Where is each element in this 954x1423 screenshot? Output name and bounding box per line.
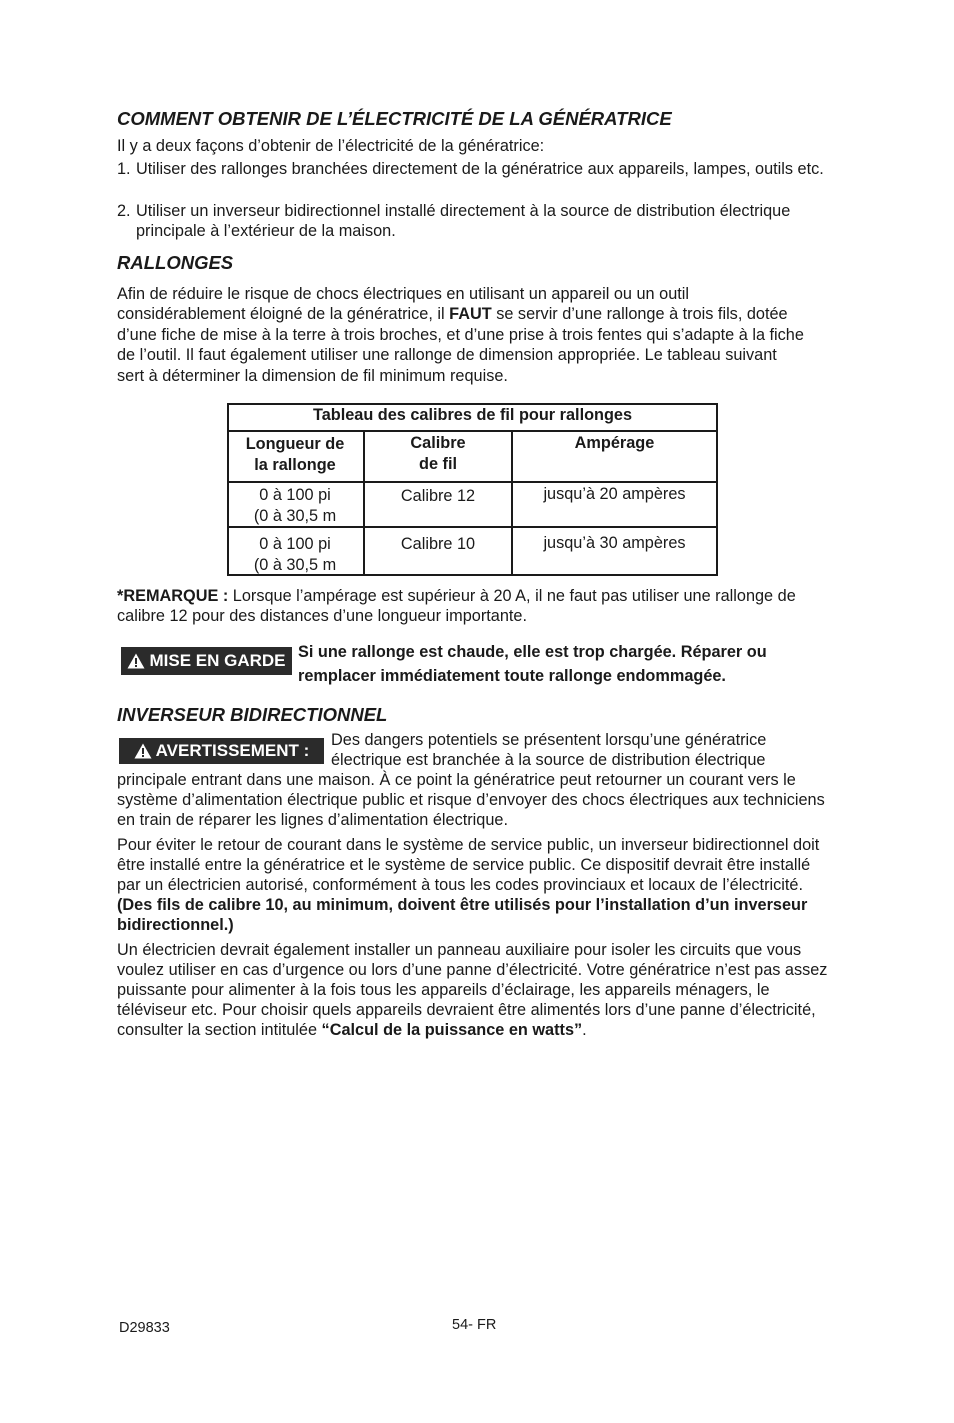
note-paragraph [117,586,807,627]
list-number: 2. [117,202,131,220]
warning-line1: Des dangers potentiels se présentent lorsqu’une génératrice [331,731,767,749]
caution-badge [121,647,292,675]
warning-text-continued: principale entrant dans une maison. À ce point la génératrice peut retourner un courant vers le système d’alimentation électrique public et risque d’envoyer des chocs électriques aux techniciens en train de réparer les lignes d’alimentation électrique. [117,771,825,829]
auxiliary-text: Un électricien devrait également installer un panneau auxiliaire pour isoler les circuits que vous voulez utiliser en cas d’urgence ou lors d’une panne d’électricité. Votre génératrice n’est pas assez puissante pour alimenter à la fois tous les appareils d’éclairage, les appareils ménagers, le téléviseur etc. Pour choisir quels appareils devraient être alimentés lors d’une panne d’électricité, consulter la section intitulée [117,941,828,1039]
row1-length-line2: (0 à 30,5 m [253,507,337,525]
warning-triangle-icon [127,653,145,669]
table-header-gauge [364,433,512,475]
rallonges-text-a: Afin de réduire le risque de chocs électriques en utilisant un appareil ou un outil considérablement éloigné de la génératrice, il [117,285,690,324]
model-number: D29833 [119,1320,170,1336]
rallonges-bold-word: FAUT [449,305,492,324]
rallonges-text-b: se servir d’une rallonge à trois fils, dotée d’une fiche de mise à la terre à trois broches, et d’une prise à trois fentes qui s’adapte à la fiche de l’outil. Il faut également utiliser une rallonge de dimension appropriée. Le tableau suivant sert à déterminer la dimension de fil minimum requise. [117,305,804,385]
wire-gauge-table [227,403,718,576]
transfer-bold-text: (Des fils de calibre 10, au minimum, doivent être utilisés pour l’installation d’un inverseur bidirectionnel.) [117,896,808,934]
header-length-line2: la rallonge [254,456,336,474]
caution-badge-label: MISE EN GARDE [149,651,286,670]
header-length-line1: Longueur de [245,435,345,453]
warning-badge [119,738,324,764]
warning-text-right [331,730,766,770]
list-item [117,201,837,242]
list-text: Utiliser des rallonges branchées directement de la génératrice aux appareils, lampes, outils etc. [136,160,824,178]
note-label: *REMARQUE : [117,587,229,605]
table-header-amperage: Ampérage [574,434,655,452]
page-number: 54- FR [452,1317,497,1333]
list-text: Utiliser un inverseur bidirectionnel installé directement à la source de distribution électrique principale à l’extérieur de la maison. [136,202,791,241]
row1-length-line1: 0 à 100 pi [259,486,331,504]
section-heading-rallonges: RALLONGES [117,252,234,273]
row2-length-line1: 0 à 100 pi [259,535,331,553]
list-number: 1. [117,160,131,178]
table-cell-amperage: jusqu’à 20 ampères [543,485,686,503]
header-gauge-line1: Calibre [410,434,466,452]
caution-line1: Si une rallonge est chaude, elle est trop chargée. Réparer ou [298,643,767,661]
warning-line2: électrique est branchée à la source de distribution électrique [331,751,766,769]
list-item [117,159,837,179]
header-gauge-line2: de fil [419,455,457,473]
table-cell-gauge: Calibre 10 [400,535,476,553]
warning-triangle-icon [134,743,152,759]
table-cell-amperage: jusqu’à 30 ampères [543,534,686,552]
transfer-switch-paragraph [117,835,823,935]
table-header-length [227,434,363,476]
section-heading-transfer-switch: INVERSEUR BIDIRECTIONNEL [117,704,388,725]
table-cell-gauge: Calibre 12 [400,487,476,505]
intro-text: Il y a deux façons d’obtenir de l’électricité de la génératrice: [117,137,545,155]
row2-length-line2: (0 à 30,5 m [253,556,337,574]
section-heading-electricity: COMMENT OBTENIR DE L’ÉLECTRICITÉ DE LA GÉNÉRATRICE [117,108,672,129]
auxiliary-panel-paragraph [117,940,829,1040]
wattage-section-reference: “Calcul de la puissance en watts” [321,1021,583,1039]
warning-badge-label: AVERTISSEMENT : [155,741,310,760]
table-cell-length [227,534,363,576]
caution-line2: remplacer immédiatement toute rallonge endommagée. [298,667,726,685]
table-cell-length [227,485,363,527]
table-title: Tableau des calibres de fil pour rallonges [312,406,633,424]
auxiliary-text-end: . [582,1021,587,1039]
rallonges-paragraph [117,284,807,386]
note-text: Lorsque l’ampérage est supérieur à 20 A, il ne faut pas utiliser une rallonge de calibre 12 pour des distances d’une longueur importante. [117,587,796,626]
caution-text [298,640,767,688]
transfer-text: Pour éviter le retour de courant dans le système de service public, un inverseur bidirectionnel doit être installé entre la génératrice et le système de service public. Ce dispositif devrait être installé par un électricien autorisé, conformément à tous les codes provinciaux et locaux de l’électricité. [117,836,820,894]
